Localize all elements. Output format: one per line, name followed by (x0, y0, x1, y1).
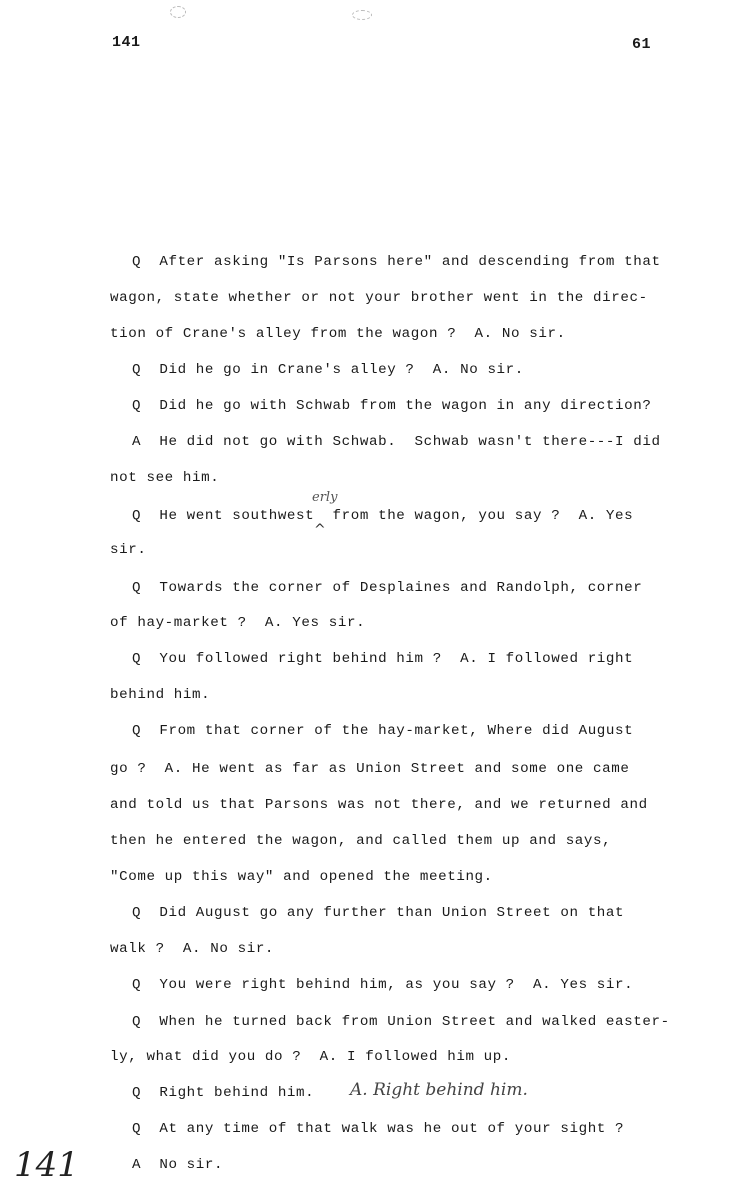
page-number-left: 141 (112, 34, 141, 51)
transcript-line: Q Did he go in Crane's alley ? A. No sir. (132, 362, 524, 378)
paper-smudge (170, 6, 186, 18)
transcript-line: Q From that corner of the hay-market, Where did August (132, 723, 634, 739)
page-number-right: 61 (632, 36, 652, 53)
transcript-line: walk ? A. No sir. (110, 941, 275, 957)
transcript-line: "Come up this way" and opened the meeting. (110, 869, 493, 885)
transcript-line: Q At any time of that walk was he out of your sight ? (132, 1121, 625, 1137)
paper-smudge (352, 10, 372, 20)
transcript-line: Q He went southwest from the wagon, you say ? A. Yes (132, 508, 634, 524)
transcript-line: then he entered the wagon, and called them up and says, (110, 833, 612, 849)
insertion-caret: ^ (314, 522, 326, 538)
transcript-line: Q You were right behind him, as you say ? A. Yes sir. (132, 977, 634, 993)
transcript-line: Q After asking "Is Parsons here" and descending from that (132, 254, 661, 270)
transcript-line: Q When he turned back from Union Street and walked easter- (132, 1014, 670, 1030)
handwritten-answer: A. Right behind him. (350, 1080, 528, 1100)
transcript-line: wagon, state whether or not your brother went in the direc- (110, 290, 648, 306)
transcript-line: go ? A. He went as far as Union Street and some one came (110, 761, 630, 777)
transcript-line: Q You followed right behind him ? A. I followed right (132, 651, 634, 667)
transcript-line: Q Towards the corner of Desplaines and Randolph, corner (132, 580, 643, 596)
handwritten-insertion: erly (312, 490, 338, 505)
transcript-line: Q Did August go any further than Union Street on that (132, 905, 625, 921)
transcript-line: and told us that Parsons was not there, and we returned and (110, 797, 648, 813)
transcript-line: Q Right behind him. (132, 1085, 315, 1101)
transcript-line: sir. (110, 542, 147, 558)
margin-page-number: 141 (14, 1145, 79, 1185)
transcript-line: A No sir. (132, 1157, 224, 1173)
transcript-line: Q Did he go with Schwab from the wagon in any direction? (132, 398, 652, 414)
transcript-line: tion of Crane's alley from the wagon ? A. No sir. (110, 326, 566, 342)
transcript-line: ly, what did you do ? A. I followed him up. (110, 1049, 512, 1065)
transcript-line: behind him. (110, 687, 211, 703)
transcript-line: A He did not go with Schwab. Schwab wasn't there---I did (132, 434, 661, 450)
transcript-line: not see him. (110, 470, 220, 486)
transcript-line: of hay-market ? A. Yes sir. (110, 615, 366, 631)
